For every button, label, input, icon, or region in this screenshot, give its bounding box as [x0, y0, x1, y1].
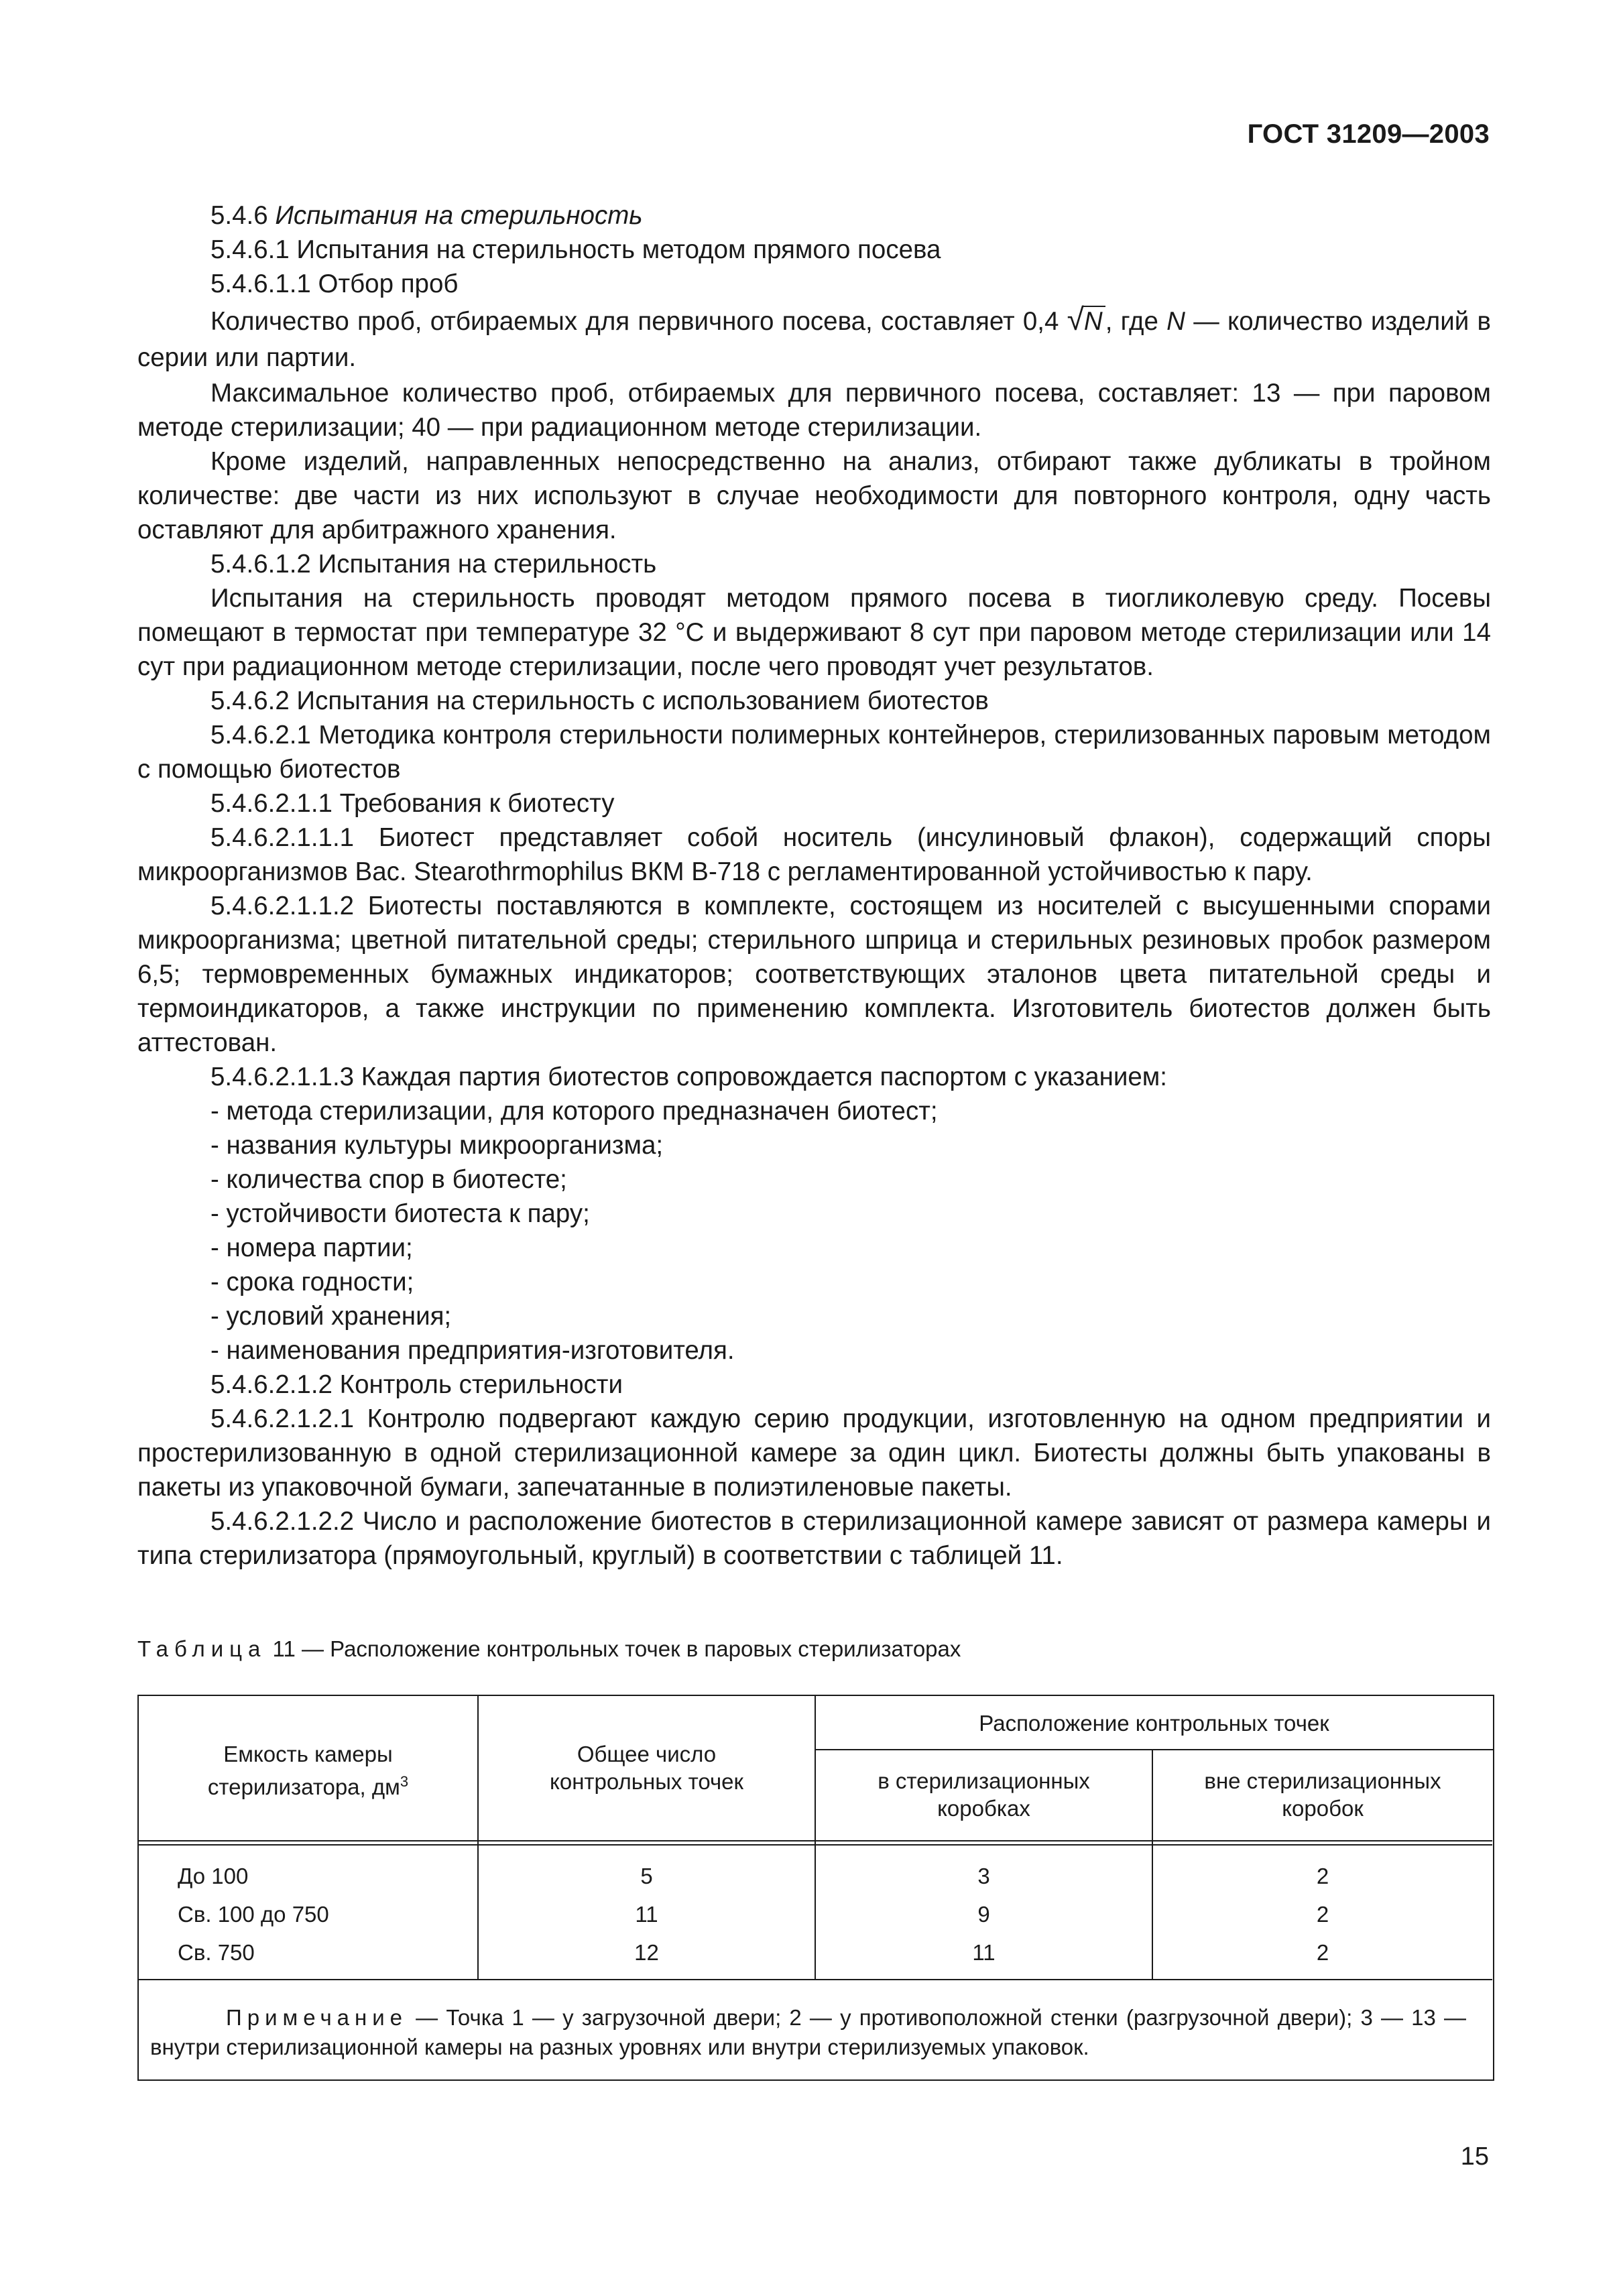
- list-item: - устойчивости биотеста к пару;: [211, 1199, 590, 1228]
- subsection-heading: 5.4.6.1.2 Испытания на стерильность: [211, 550, 657, 579]
- list-item: - наименования предприятия-изготовителя.: [211, 1336, 735, 1365]
- list-item: - количества спор в биотесте;: [211, 1165, 567, 1194]
- header-text: Общее число: [577, 1742, 717, 1766]
- row-capacity: Св. 750: [178, 1940, 255, 1965]
- text-run: — количество изделий в серии или партии.: [137, 307, 1491, 372]
- list-item: - метода стерилизации, для которого предназначен биотест;: [211, 1097, 938, 1126]
- header-total-points: [479, 1740, 815, 1795]
- sqrt-formula: [1067, 302, 1105, 337]
- section-number: 5.4.6: [211, 201, 276, 230]
- paragraph: 5.4.6.2.1.2.2 Число и расположение биотестов в стерилизационной камере зависят от размера камеры и типа стерилизатора (прямоугольный, круглый) в соответствии с таблицей 11.: [137, 1507, 1491, 1570]
- row-out-boxes: 2: [1316, 1902, 1329, 1927]
- table-note: [150, 2003, 1466, 2062]
- header-text: коробках: [937, 1796, 1030, 1821]
- header-out-boxes: [1153, 1767, 1492, 1822]
- list-item: - срока годности;: [211, 1268, 414, 1296]
- document-code: ГОСТ 31209—2003: [1247, 119, 1490, 149]
- subsection-heading: 5.4.6.2 Испытания на стерильность с использованием биотестов: [211, 686, 989, 715]
- header-text: коробок: [1282, 1796, 1364, 1821]
- header-text: вне стерилизационных: [1204, 1768, 1441, 1793]
- row-capacity: Св. 100 до 750: [178, 1902, 329, 1927]
- table-divider: [815, 1749, 1494, 1750]
- row-out-boxes: 2: [1316, 1864, 1329, 1888]
- subsection-heading: 5.4.6.1 Испытания на стерильность методом прямого посева: [211, 235, 941, 264]
- header-text: Емкость камеры: [223, 1742, 393, 1766]
- header-text: в стерилизационных: [878, 1768, 1090, 1793]
- row-out-boxes: 2: [1316, 1940, 1329, 1965]
- row-in-boxes: 9: [977, 1902, 990, 1927]
- section-heading-5-4-6: [137, 198, 1491, 233]
- paragraph-sample-count: [137, 301, 1491, 376]
- paragraph: Максимальное количество проб, отбираемых для первичного посева, составляет: 13 — при паровом методе стерилизации; 40 — при радиационном методе стерилизации.: [137, 379, 1491, 442]
- row-capacity: До 100: [178, 1864, 249, 1888]
- sqrt-symbol: √: [1067, 302, 1084, 337]
- table-divider: [139, 1844, 1492, 1846]
- section-title: Испытания на стерильность: [275, 201, 643, 230]
- list-item: - условий хранения;: [211, 1302, 452, 1331]
- paragraph: 5.4.6.2.1.1.1 Биотест представляет собой носитель (инсулиновый флакон), содержащий споры микроорганизмов Bac. Stearothrmophilus ВКМ В-718 с регламентированной устойчивостью к пару.: [137, 823, 1491, 886]
- document-body: [137, 198, 1491, 1573]
- variable-n: N: [1166, 307, 1185, 336]
- header-text: контрольных точек: [550, 1769, 743, 1794]
- note-text: — Точка 1 — у загрузочной двери; 2 — у противоположной стенки (разгрузочной двери); 3 — 13 — внутри стерилизационной камеры на разных уровнях или внутри стерилизуемых упаковок.: [150, 2005, 1466, 2059]
- row-total: 12: [634, 1940, 659, 1965]
- table-divider: [139, 1979, 1492, 1980]
- note-label: Примечание: [226, 2005, 408, 2030]
- header-capacity: [139, 1740, 477, 1801]
- row-in-boxes: 11: [972, 1940, 996, 1965]
- text-run: Количество проб, отбираемых для первичного посева, составляет 0,4: [211, 307, 1067, 336]
- subsection-heading: 5.4.6.2.1.1 Требования к биотесту: [211, 789, 615, 818]
- row-total: 5: [640, 1864, 653, 1888]
- table-divider: [139, 1840, 1492, 1841]
- header-in-boxes: [816, 1767, 1152, 1822]
- row-total: 11: [635, 1902, 658, 1927]
- page-number: 15: [1460, 2142, 1489, 2171]
- table-caption-title: 11 — Расположение контрольных точек в паровых стерилизаторах: [266, 1636, 961, 1661]
- table-caption: [137, 1634, 961, 1664]
- table-11: [137, 1695, 1494, 2081]
- paragraph: Кроме изделий, направленных непосредственно на анализ, отбирают также дубликаты в тройном количестве: две части из них используют в случае необходимости для повторного контроля, одну часть оставляют для арбитражного хранения.: [137, 447, 1491, 544]
- paragraph: Испытания на стерильность проводят методом прямого посева в тиогликолевую среду. Посевы помещают в термостат при температуре 32 °С и выдерживают 8 сут при паровом методе стерилизации или 14 сут при радиационном методе стерилизации, после чего проводят учет результатов.: [137, 584, 1491, 681]
- subsection-heading: 5.4.6.2.1.2 Контроль стерильности: [211, 1370, 623, 1399]
- header-text: [139, 1768, 477, 1801]
- sqrt-argument: N: [1083, 306, 1105, 336]
- header-text-run: стерилизатора, дм: [207, 1774, 400, 1799]
- header-location-group: Расположение контрольных точек: [979, 1711, 1329, 1736]
- text-run: , где: [1105, 307, 1167, 336]
- row-in-boxes: 3: [977, 1864, 990, 1888]
- paragraph: 5.4.6.2.1.1.3 Каждая партия биотестов сопровождается паспортом с указанием:: [211, 1063, 1167, 1091]
- paragraph: 5.4.6.2.1 Методика контроля стерильности полимерных контейнеров, стерилизованных паровым методом с помощью биотестов: [137, 721, 1491, 784]
- paragraph: 5.4.6.2.1.1.2 Биотесты поставляются в комплекте, состоящем из носителей с высушенными спорами микроорганизма; цветной питательной среды; стерильного шприца и стерильных резиновых пробок размером 6,5; термовременных бумажных индикаторов; соответствующих эталонов цвета питательной среды и термоиндикаторов, а также инструкции по применению комплекта. Изготовитель биотестов должен быть аттестован.: [137, 892, 1491, 1057]
- list-item: - названия культуры микроорганизма;: [211, 1131, 664, 1160]
- subsection-heading: 5.4.6.1.1 Отбор проб: [211, 269, 459, 298]
- table-caption-label: Таблица: [137, 1636, 267, 1661]
- paragraph: 5.4.6.2.1.2.1 Контролю подвергают каждую серию продукции, изготовленную на одном предприятии и простерилизованную в одной стерилизационной камере за один цикл. Биотесты должны быть упакованы в пакеты из упаковочной бумаги, запечатанные в полиэтиленовые пакеты.: [137, 1404, 1491, 1502]
- list-item: - номера партии;: [211, 1233, 413, 1262]
- unit-superscript: 3: [400, 1773, 409, 1790]
